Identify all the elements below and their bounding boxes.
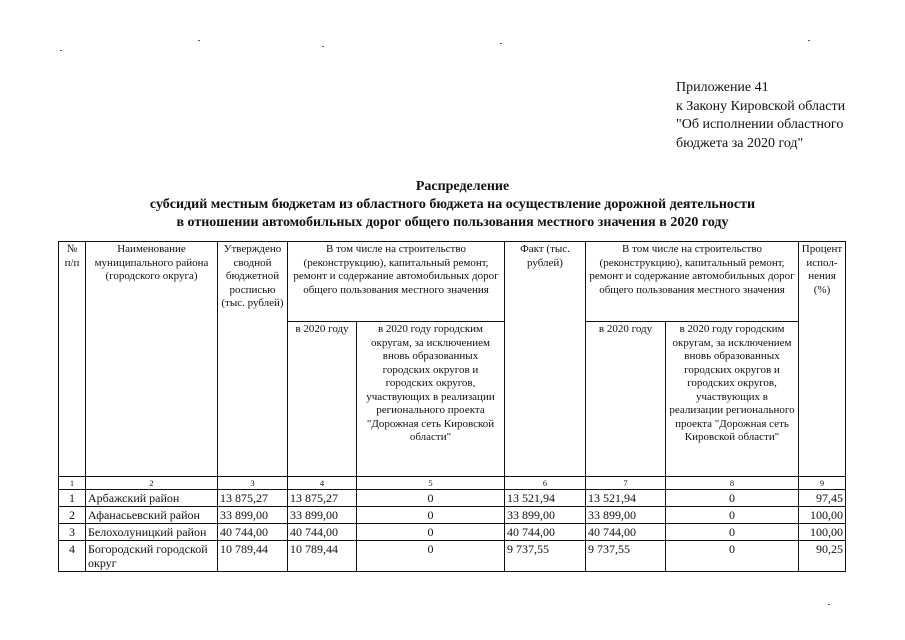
column-number: 7 [586,477,666,490]
column-number: 9 [799,477,846,490]
row-number: 2 [59,507,86,524]
header-percent: Процент испол-нения (%) [799,242,846,477]
fact-excluding-amount: 0 [666,490,799,507]
execution-percent: 97,45 [799,490,846,507]
appendix-line: "Об исполнении областного [676,117,844,132]
fact-excluding-amount: 0 [666,507,799,524]
approved-excluding-amount: 0 [357,490,505,507]
subheader-excluding: в 2020 году городским округам, за исключением вновь образованных городских округов и городских округов, участвующих в реализации регионального проекта "Дорожная сеть Кировской области" [357,322,505,477]
column-number: 1 [59,477,86,490]
header-including-fact: В том числе на строительство (реконструкцию), капитальный ремонт, ремонт и содержание автомобильных дорог общего пользования местного значения [586,242,799,322]
scan-speck [828,604,830,605]
fact-2020-amount: 13 521,94 [586,490,666,507]
fact-amount: 9 737,55 [505,541,586,572]
appendix-line: бюджета за 2020 год" [676,135,804,151]
title-line: Распределение [415,179,510,194]
column-number: 6 [505,477,586,490]
fact-amount: 13 521,94 [505,490,586,507]
table-row [59,507,846,524]
approved-2020-amount: 10 789,44 [288,541,357,572]
row-number: 1 [59,490,86,507]
budget-table [58,241,846,572]
approved-2020-amount: 33 899,00 [288,507,357,524]
column-number: 5 [357,477,505,490]
scan-speck [500,43,502,44]
column-number: 2 [86,477,218,490]
column-number-row [59,477,846,490]
execution-percent: 100,00 [799,507,846,524]
approved-2020-amount: 13 875,27 [288,490,357,507]
table-row [59,524,846,541]
scan-speck [808,40,810,41]
header-name: Наименование муниципального района (городского округа) [86,242,218,477]
table-row [59,541,846,572]
execution-percent: 100,00 [799,524,846,541]
row-number: 3 [59,524,86,541]
fact-2020-amount: 33 899,00 [586,507,666,524]
approved-2020-amount: 40 744,00 [288,524,357,541]
fact-2020-amount: 40 744,00 [586,524,666,541]
district-name: Афанасьевский район [86,507,218,524]
scan-speck [322,46,324,47]
fact-amount: 33 899,00 [505,507,586,524]
table-row [59,490,846,507]
scan-speck [198,40,200,41]
row-number: 4 [59,541,86,572]
fact-amount: 40 744,00 [505,524,586,541]
fact-excluding-amount: 0 [666,524,799,541]
subheader-excluding: в 2020 году городским округам, за исключением вновь образованных городских округов и городских округов, участвующих в реализации регионального проекта "Дорожная сеть Кировской области" [666,322,799,477]
district-name: Богородский городской округ [86,541,218,572]
fact-excluding-amount: 0 [666,541,799,572]
header-fact: Факт (тыс. рублей) [505,242,586,477]
approved-amount: 33 899,00 [218,507,288,524]
column-number: 8 [666,477,799,490]
column-number: 4 [288,477,357,490]
execution-percent: 90,25 [799,541,846,572]
subheader-2020: в 2020 году [288,322,357,477]
column-number: 3 [218,477,288,490]
approved-amount: 13 875,27 [218,490,288,507]
approved-excluding-amount: 0 [357,541,505,572]
scan-speck [60,50,62,51]
header-including-approved: В том числе на строительство (реконструкцию), капитальный ремонт, ремонт и содержание автомобильных дорог общего пользования местного значения [288,242,505,322]
title-line: субсидий местным бюджетам из областного бюджета на осуществление дорожной деятельности [149,197,756,212]
appendix-line: к Закону Кировской области [676,98,846,114]
fact-2020-amount: 9 737,55 [586,541,666,572]
district-name: Белохолуницкий район [86,524,218,541]
document-title [0,178,905,232]
approved-amount: 40 744,00 [218,524,288,541]
header-num: № п/п [59,242,86,477]
subheader-2020: в 2020 году [586,322,666,477]
appendix-line: Приложение 41 [676,80,769,95]
approved-amount: 10 789,44 [218,541,288,572]
appendix-note [676,79,845,153]
header-approved: Утверждено сводной бюджетной росписью (тыс. рублей) [218,242,288,477]
district-name: Арбажский район [86,490,218,507]
approved-excluding-amount: 0 [357,524,505,541]
approved-excluding-amount: 0 [357,507,505,524]
title-line: в отношении автомобильных дорог общего пользования местного значения в 2020 году [176,215,729,230]
